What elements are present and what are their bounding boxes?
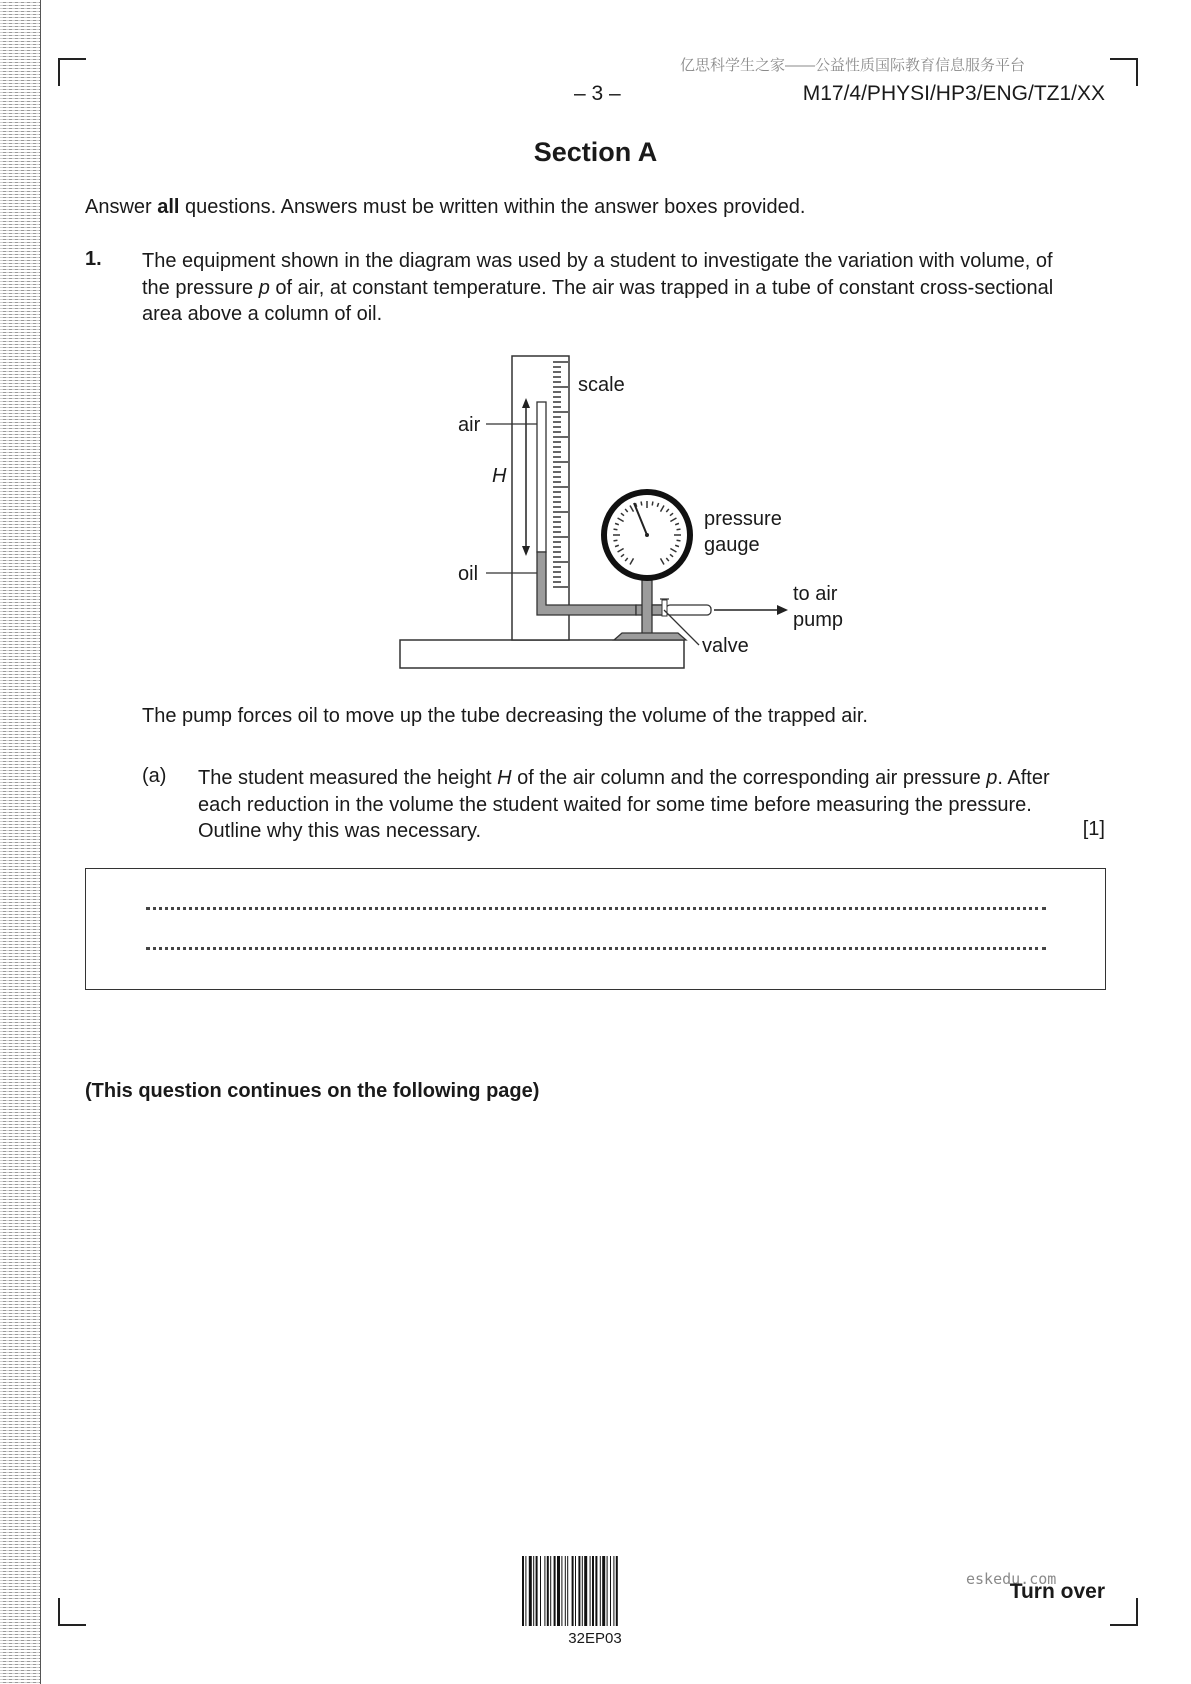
- section-title: Section A: [533, 137, 658, 167]
- question-text-part1: The equipment shown in the diagram was used by a student to investigate the variation with volume, of the pressure: [142, 250, 1053, 299]
- label-valve: valve: [702, 635, 749, 657]
- label-H: H: [492, 465, 507, 487]
- crop-mark-top-right: [1110, 58, 1138, 86]
- instructions: [85, 196, 805, 219]
- label-to-air: to air: [793, 583, 838, 605]
- label-pump: pump: [793, 609, 844, 631]
- instructions-bold: all: [157, 196, 180, 218]
- part-a-marks: [1]: [1082, 818, 1105, 840]
- crop-mark-top-left: [58, 58, 86, 86]
- answer-line-2[interactable]: [146, 947, 1046, 950]
- pump-text: The pump forces oil to move up the tube decreasing the volume of the trapped air.: [142, 705, 868, 727]
- gauge-mount: [614, 633, 686, 640]
- apparatus-diagram: [396, 350, 866, 685]
- part-a-text-1: The student measured the height: [198, 767, 498, 789]
- question-number: 1.: [85, 248, 102, 270]
- part-a-text-3: . After each reduction in the volume the student waited for some time before measuring the pressure. Outline why this was necessary.: [198, 767, 1050, 842]
- part-a-var-H: H: [497, 767, 512, 789]
- answer-box[interactable]: [85, 868, 1106, 990]
- barcode: [522, 1556, 668, 1647]
- site-watermark: eskedu.com: [966, 1570, 1057, 1588]
- barcode-bars: [522, 1556, 668, 1626]
- gauge-stem: [642, 580, 652, 638]
- question-text-part2: of air, at constant temperature. The air was trapped in a tube of constant cross-sectional area above a column of oil.: [142, 276, 1054, 325]
- turn-over: Turn over: [1009, 1580, 1105, 1603]
- instructions-prefix: Answer: [85, 196, 158, 218]
- label-air: air: [458, 414, 481, 436]
- label-gauge: gauge: [704, 534, 760, 556]
- margin-strip: [0, 0, 41, 1684]
- part-a-var-p: p: [986, 767, 998, 789]
- barcode-text: 32EP03: [568, 1630, 622, 1647]
- label-oil: oil: [458, 563, 479, 585]
- crop-mark-bottom-left: [58, 1598, 86, 1626]
- answer-line-1[interactable]: [146, 907, 1046, 910]
- continues-note: (This question continues on the following page): [85, 1080, 540, 1102]
- part-a-label: (a): [142, 765, 167, 787]
- label-scale: scale: [578, 374, 625, 396]
- valve: [662, 600, 667, 616]
- crop-mark-bottom-right: [1110, 1598, 1138, 1626]
- header-watermark: 亿思科学生之家——公益性质国际教育信息服务平台: [680, 57, 1026, 74]
- part-a-text: [198, 765, 1078, 845]
- air-tube: [537, 402, 546, 552]
- part-a-text-2: of the air column and the corresponding air pressure: [511, 767, 987, 789]
- instructions-suffix: questions. Answers must be written within the answer boxes provided.: [179, 196, 806, 218]
- label-pressure: pressure: [704, 508, 782, 530]
- base-stand: [400, 640, 684, 668]
- question-text: [142, 248, 1072, 328]
- pipe-outlet: [666, 605, 711, 615]
- page-number: – 3 –: [574, 82, 621, 105]
- paper-code: M17/4/PHYSI/HP3/ENG/TZ1/XX: [802, 82, 1105, 105]
- question-var-p: p: [258, 276, 270, 299]
